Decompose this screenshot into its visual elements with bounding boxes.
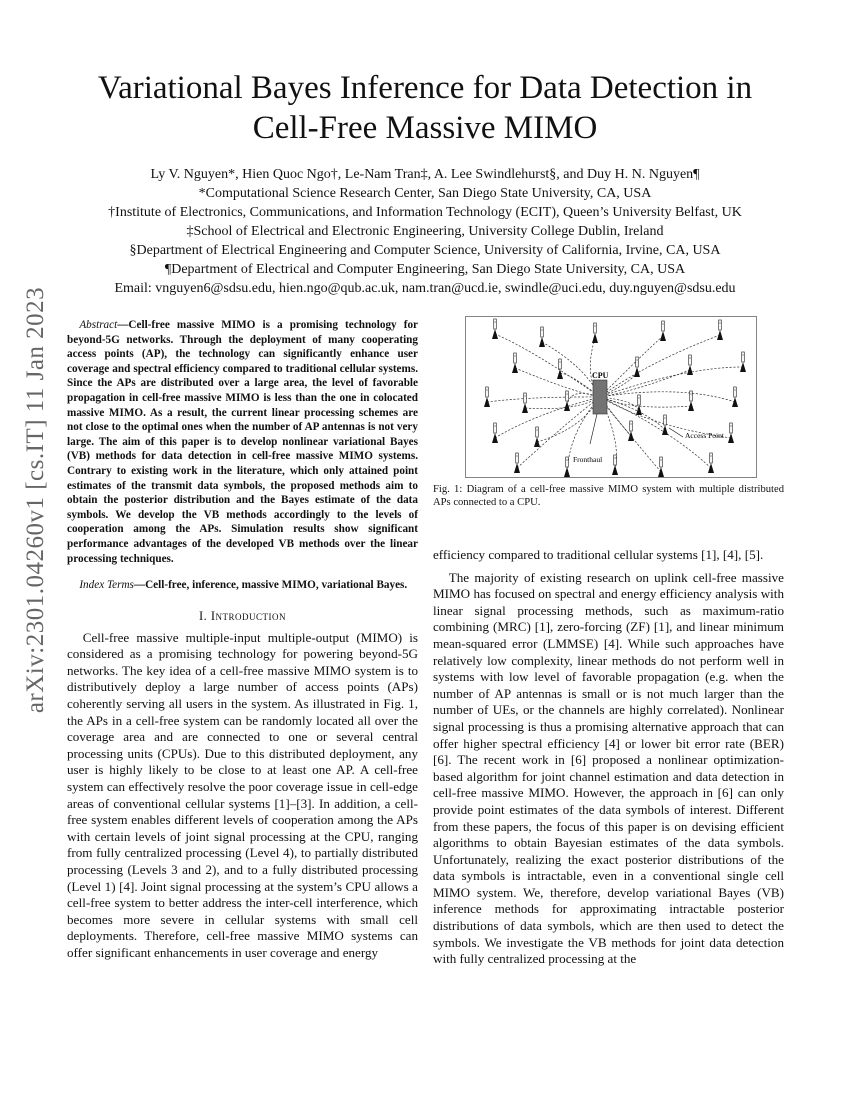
fronthaul-label: Fronthaul: [573, 455, 603, 464]
author-block: [60, 165, 790, 298]
abstract-label: Abstract: [79, 319, 118, 331]
cpu-label: CPU: [592, 371, 609, 380]
cell-free-diagram: [465, 316, 757, 478]
index-terms-label: Index Terms: [79, 579, 134, 592]
affiliation-4: §Department of Electrical Engineering and Computer Science, University of California, Irvine, CA, USA: [129, 243, 721, 258]
left-column: [67, 318, 418, 962]
affiliation-3: ‡School of Electrical and Electronic Engineering, University College Dublin, Ireland: [186, 224, 664, 239]
affiliation-1: *Computational Science Research Center, San Diego State University, CA, USA: [198, 186, 652, 201]
figure-caption: Fig. 1: Diagram of a cell-free massive MIMO system with multiple distributed APs connected to a CPU.: [433, 484, 784, 508]
arxiv-identifier: [14, 286, 58, 714]
arxiv-identifier-text: arXiv:2301.04260v1 [cs.IT] 11 Jan 2023: [22, 286, 49, 714]
access-point-label: Access Point: [685, 431, 724, 440]
affiliation-5: ¶Department of Electrical and Computer Engineering, San Diego State University, CA, USA: [164, 262, 686, 277]
right-paragraph-2: The majority of existing research on uplink cell-free massive MIMO has focused on spectral and energy efficiency analysis with linear signal processing methods, such as maximum-ratio combining (MRC) [1], zero-forcing (ZF) [1], and linear minimum mean-squared error (LMMSE) [4]. While such approaches have relatively low complexity, linear methods do not perform well in systems with low level of favorable propagation (e.g. when the number of AP antennas is small or is not much larger than the number of UEs, or the channels are highly correlated). Nonlinear signal processing is thus a promising alternative approach that can offer higher spectral efficiency [4] or lower bit error rate (BER) [6]. The recent work in [6] proposed a nonlinear optimization-based algorithm for joint channel estimation and data detection in cell-free massive MIMO. However, the approach in [6] can only provide point estimates of the data symbols of interest. Different from these papers, the focus of this paper is on devising efficient algorithms to obtain Bayesian estimates of the data symbols. Unfortunately, realizing the exact posterior distributions of the data symbols is intractable, even in a conventional single cell MIMO system. We, therefore, develop variational Bayes (VB) inference methods for approximating intractable posterior distributions of data symbols, which are then used to detect the symbols. We investigate the VB methods for joint data detection with fully centralized processing at the: [433, 569, 784, 967]
right-paragraph-1: efficiency compared to traditional cellular systems [1], [4], [5].: [433, 547, 764, 562]
paper-title: [60, 68, 790, 148]
email-line: Email: vnguyen6@sdsu.edu, hien.ngo@qub.ac.uk, nam.tran@ucd.ie, swindle@uci.edu, duy.nguyen@sdsu.edu: [114, 281, 736, 296]
abstract: [67, 318, 418, 566]
title-line-2: Cell-Free Massive MIMO: [252, 110, 598, 146]
abstract-text: —Cell-free massive MIMO is a promising technology for beyond-5G networks. Through the deployment of many cooperating access points (AP), the technology can significantly enhance user coverage and spectral efficiency compared to traditional cellular systems. Since the APs are distributed over a large area, the level of favorable propagation in cell-free massive MIMO is less than the one in colocated massive MIMO. As a result, the current linear processing schemes are not close to the optimal ones when the number of AP antennas is not very large. The aim of this paper is to develop nonlinear variational Bayes (VB) methods for data detection in cell-free massive MIMO systems. Contrary to existing work in the literature, which only attained point estimates of the transmit data symbols, the proposed methods aim to obtain the posterior distribution and the Bayes estimate of the data symbols. We develop the VB methods accordingly to the levels of cooperation among the APs. Simulation results show significant performance advantages of the developed VB methods over the linear processing techniques.: [67, 319, 418, 565]
index-terms-text: —Cell-free, inference, massive MIMO, variational Bayes.: [133, 579, 408, 592]
right-column: [433, 547, 784, 968]
intro-paragraph: Cell-free massive multiple-input multiple-output (MIMO) is considered as a promising technology for powering beyond-5G networks. The key idea of a cell-free massive MIMO system is to distributively deploy a large number of access points (APs) coherently serving all users in the system. As illustrated in Fig. 1, the APs in a cell-free system can be randomly located all over the coverage area and are connected to one or several central processing units (CPUs). Due to this distributed deployment, any user is highly likely to be close to at least one AP. A cell-free system can effectively resolve the poor coverage issue in cell-edge areas of conventional cellular systems [1]–[3]. In addition, a cell-free system enables different levels of cooperation among the APs with certain levels of joint signal processing at the CPU, ranging from fully centralized processing (Level 4), to partially distributed processing (Levels 3 and 2), and to a fully distributed processing (Level 1) [4]. Joint signal processing at the system’s CPU allows a cell-free system to better address the inter-cell interference, which becomes more severe in cellular systems with small cell deployments. Therefore, cell-free massive MIMO systems can offer significant enhancements in user coverage and energy: [67, 629, 418, 960]
index-terms: [67, 578, 418, 593]
cpu-box: [593, 380, 607, 414]
section-heading-introduction: I. Introduction: [198, 608, 287, 623]
title-line-1: Variational Bayes Inference for Data Detection in: [97, 70, 753, 106]
affiliation-2: †Institute of Electronics, Communications, and Information Technology (ECIT), Queen’s University Belfast, UK: [108, 205, 742, 220]
author-list: Ly V. Nguyen*, Hien Quoc Ngo†, Le-Nam Tran‡, A. Lee Swindlehurst§, and Duy H. N. Nguyen¶: [150, 167, 700, 182]
